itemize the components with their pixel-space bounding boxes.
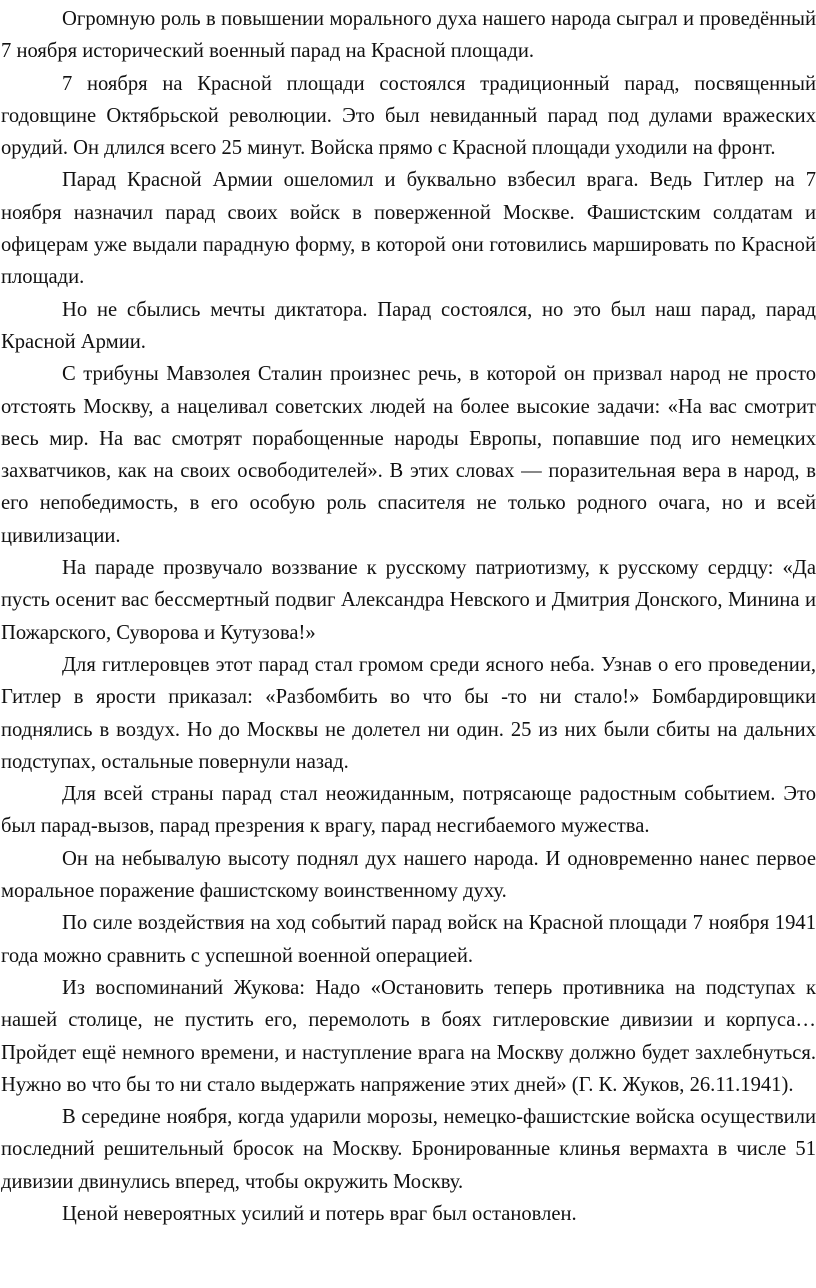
paragraph-12: В середине ноября, когда ударили морозы, немецко-фашистские войска осуществили последний решительный бросок на Москву. Бронированные клинья вермахта в числе 51 дивизии двинулись вперед, чтобы окружить Москву. (1, 1106, 816, 1193)
paragraph-11: Из воспоминаний Жукова: Надо «Остановить теперь противника на подступах к нашей столице, не пустить его, перемолоть в боях гитлеровские дивизии и корпуса… Пройдет ещё немного времени, и наступление врага на Москву должно будет захлебнуться. Нужно во что бы то ни стало выдержать напряжение этих дней» (Г. К. Жуков, 26.11.1941). (1, 976, 816, 1096)
paragraph-13: Ценой невероятных усилий и потерь враг был остановлен. (62, 1202, 577, 1225)
paragraph-6: На параде прозвучало воззвание к русскому патриотизму, к русскому сердцу: «Да пусть осенит вас бессмертный подвиг Александра Невского и Дмитрия Донского, Минина и Пожарского, Суворова и Кутузова!» (1, 557, 816, 644)
paragraph-9: Он на небывалую высоту поднял дух нашего народа. И одновременно нанес первое моральное поражение фашистскому воинственному духу. (1, 847, 816, 903)
paragraph-4: Но не сбылись мечты диктатора. Парад состоялся, но это был наш парад, парад Красной Армии. (1, 298, 816, 353)
paragraph-3: Парад Красной Армии ошеломил и буквально взбесил врага. Ведь Гитлер на 7 ноября назначил парад своих войск в поверженной Москве. Фашистским солдатам и офицерам уже выдали парадную форму, в которой они готовились маршировать по Красной площади. (1, 169, 816, 289)
paragraph-8: Для всей страны парад стал неожиданным, потрясающе радостным событием. Это был парад-вызов, парад презрения к врагу, парад несгибаемого мужества. (1, 783, 816, 838)
paragraph-1: Огромную роль в повышении морального духа нашего народа сыграл и проведённый 7 ноября исторический военный парад на Красной площади. (1, 8, 816, 63)
paragraph-10: По силе воздействия на ход событий парад войск на Красной площади 7 ноября 1941 года можно сравнить с успешной военной операцией. (1, 912, 816, 967)
paragraph-5: С трибуны Мавзолея Сталин произнес речь, в которой он призвал народ не просто отстоять Москву, а нацеливал советских людей на более высокие задачи: «На вас смотрит весь мир. На вас смотрят порабощенные народы Европы, попавшие под иго немецких захватчиков, как на своих освободителей». В этих словах — поразительная вера в народ, в его непобедимость, в его особую роль спасителя не только родного очага, но и всей цивилизации. (1, 363, 816, 547)
paragraph-7: Для гитлеровцев этот парад стал громом среди ясного неба. Узнав о его проведении, Гитлер в ярости приказал: «Разбомбить во что бы -то ни стало!» Бомбардировщики поднялись в воздух. Но до Москвы не долетел ни один. 25 из них были сбиты на дальних подступах, остальные повернули назад. (1, 653, 816, 773)
paragraph-2: 7 ноября на Красной площади состоялся традиционный парад, посвященный годовщине Октябрьской революции. Это был невиданный парад под дулами вражеских орудий. Он длился всего 25 минут. Войска прямо с Красной площади уходили на фронт. (1, 72, 816, 160)
